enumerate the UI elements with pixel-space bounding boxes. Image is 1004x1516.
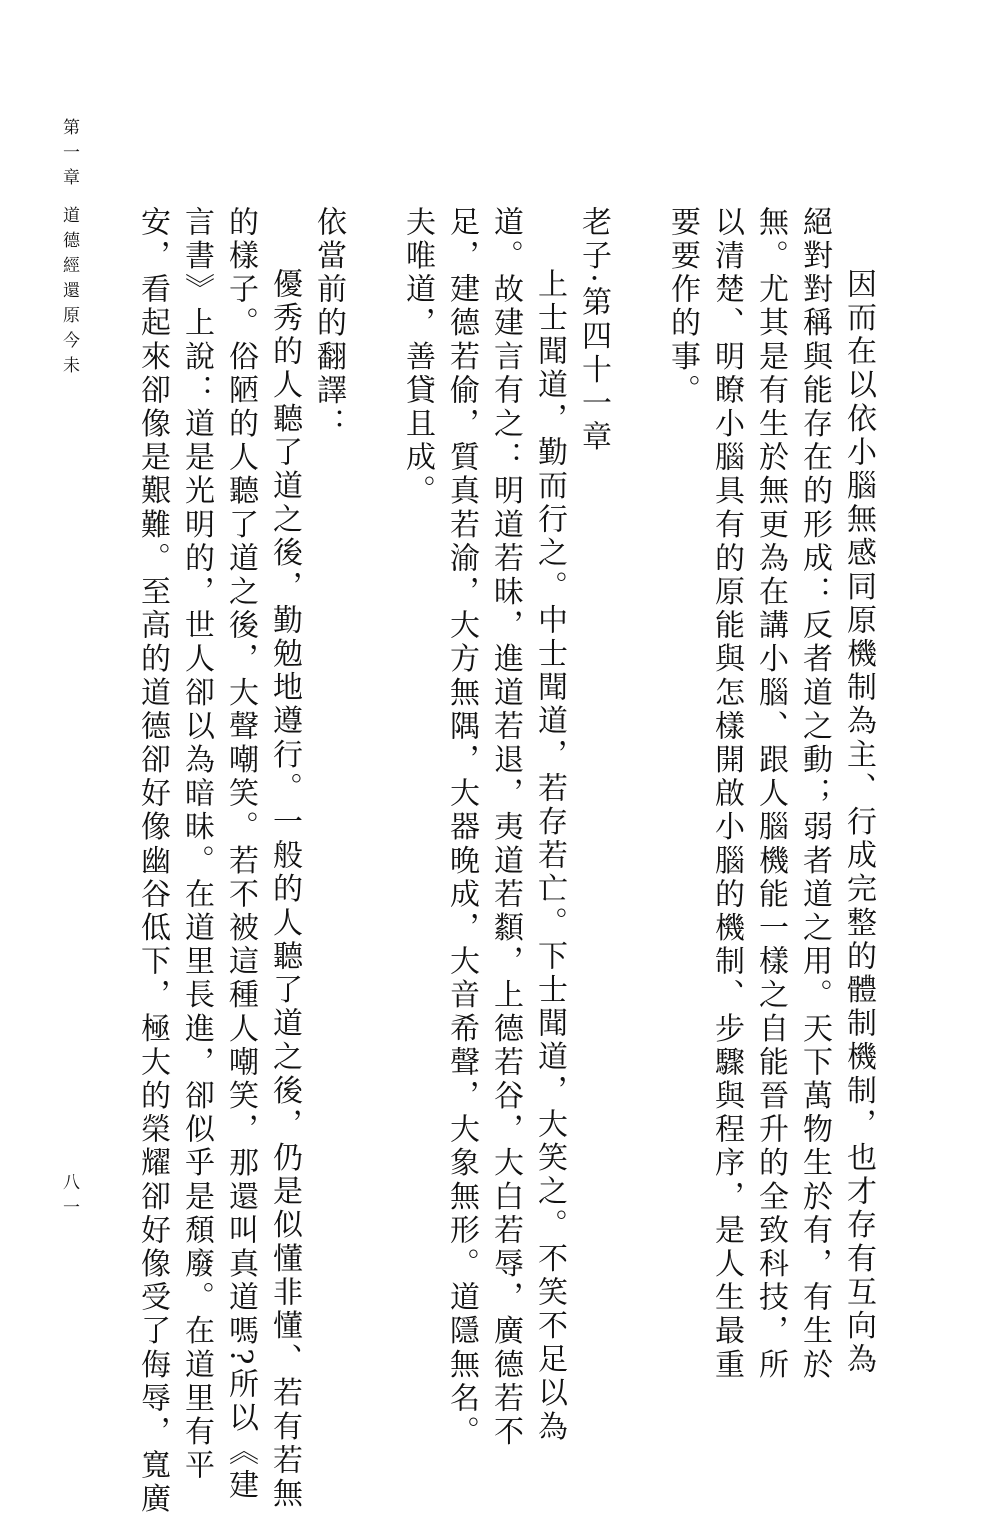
chapter-line: 足，建德若偷，質真若渝，大方無隅，大器晚成，大音希聲，大象無形。道隱無名。 <box>444 206 479 1450</box>
paragraph-line: 絕對對稱與能存在的形成：反者道之動；弱者道之用。天下萬物生於有，有生於 <box>797 206 832 1382</box>
paragraph-line: 因而在以依小腦無感同原機制為主、行成完整的體制機制，也才存有互向為 <box>841 268 876 1377</box>
paragraph-line: 要要作的事。 <box>665 206 700 408</box>
page-number: 八一 <box>59 1173 79 1223</box>
running-header-book: 道德經還原今未 <box>59 206 79 381</box>
chapter-line: 道。故建言有之：明道若昧，進道若退，夷道若纇，上德若谷，大白若辱，廣德若不 <box>488 206 523 1450</box>
translation-line: 言書》上說：道是光明的，世人卻以為暗昧。在道里長進，卻似乎是頹廢。在道里有平 <box>179 206 214 1483</box>
chapter-title: 老子·第四十一章 <box>576 206 611 455</box>
paragraph-line: 無。尤其是有生於無更為在講小腦、跟人腦機能一樣之自能晉升的全致科技，所 <box>753 206 788 1382</box>
running-header-chapter: 第一章 <box>59 118 79 193</box>
chapter-line: 夫唯道，善貸且成。 <box>400 206 435 509</box>
translation-heading: 依當前的翻譯： <box>311 206 346 442</box>
paragraph-line: 以清楚、明瞭小腦具有的原能與怎樣開啟小腦的機制、步驟與程序，是人生最重 <box>709 206 744 1382</box>
chapter-line: 上士聞道，勤而行之。中士聞道，若存若亡。下士聞道，大笑之。不笑不足以為 <box>532 268 567 1444</box>
translation-line: 安，看起來卻像是艱難。至高的道德卻好像幽谷低下，極大的榮耀卻好像受了侮辱，寬廣 <box>135 206 170 1516</box>
translation-line: 的樣子。俗陋的人聽了道之後，大聲嘲笑。若不被這種人嘲笑，那還叫真道嗎?所以《建 <box>223 206 258 1503</box>
translation-line: 優秀的人聽了道之後，勤勉地遵行。一般的人聽了道之後，仍是似懂非懂、若有若無 <box>267 268 302 1512</box>
